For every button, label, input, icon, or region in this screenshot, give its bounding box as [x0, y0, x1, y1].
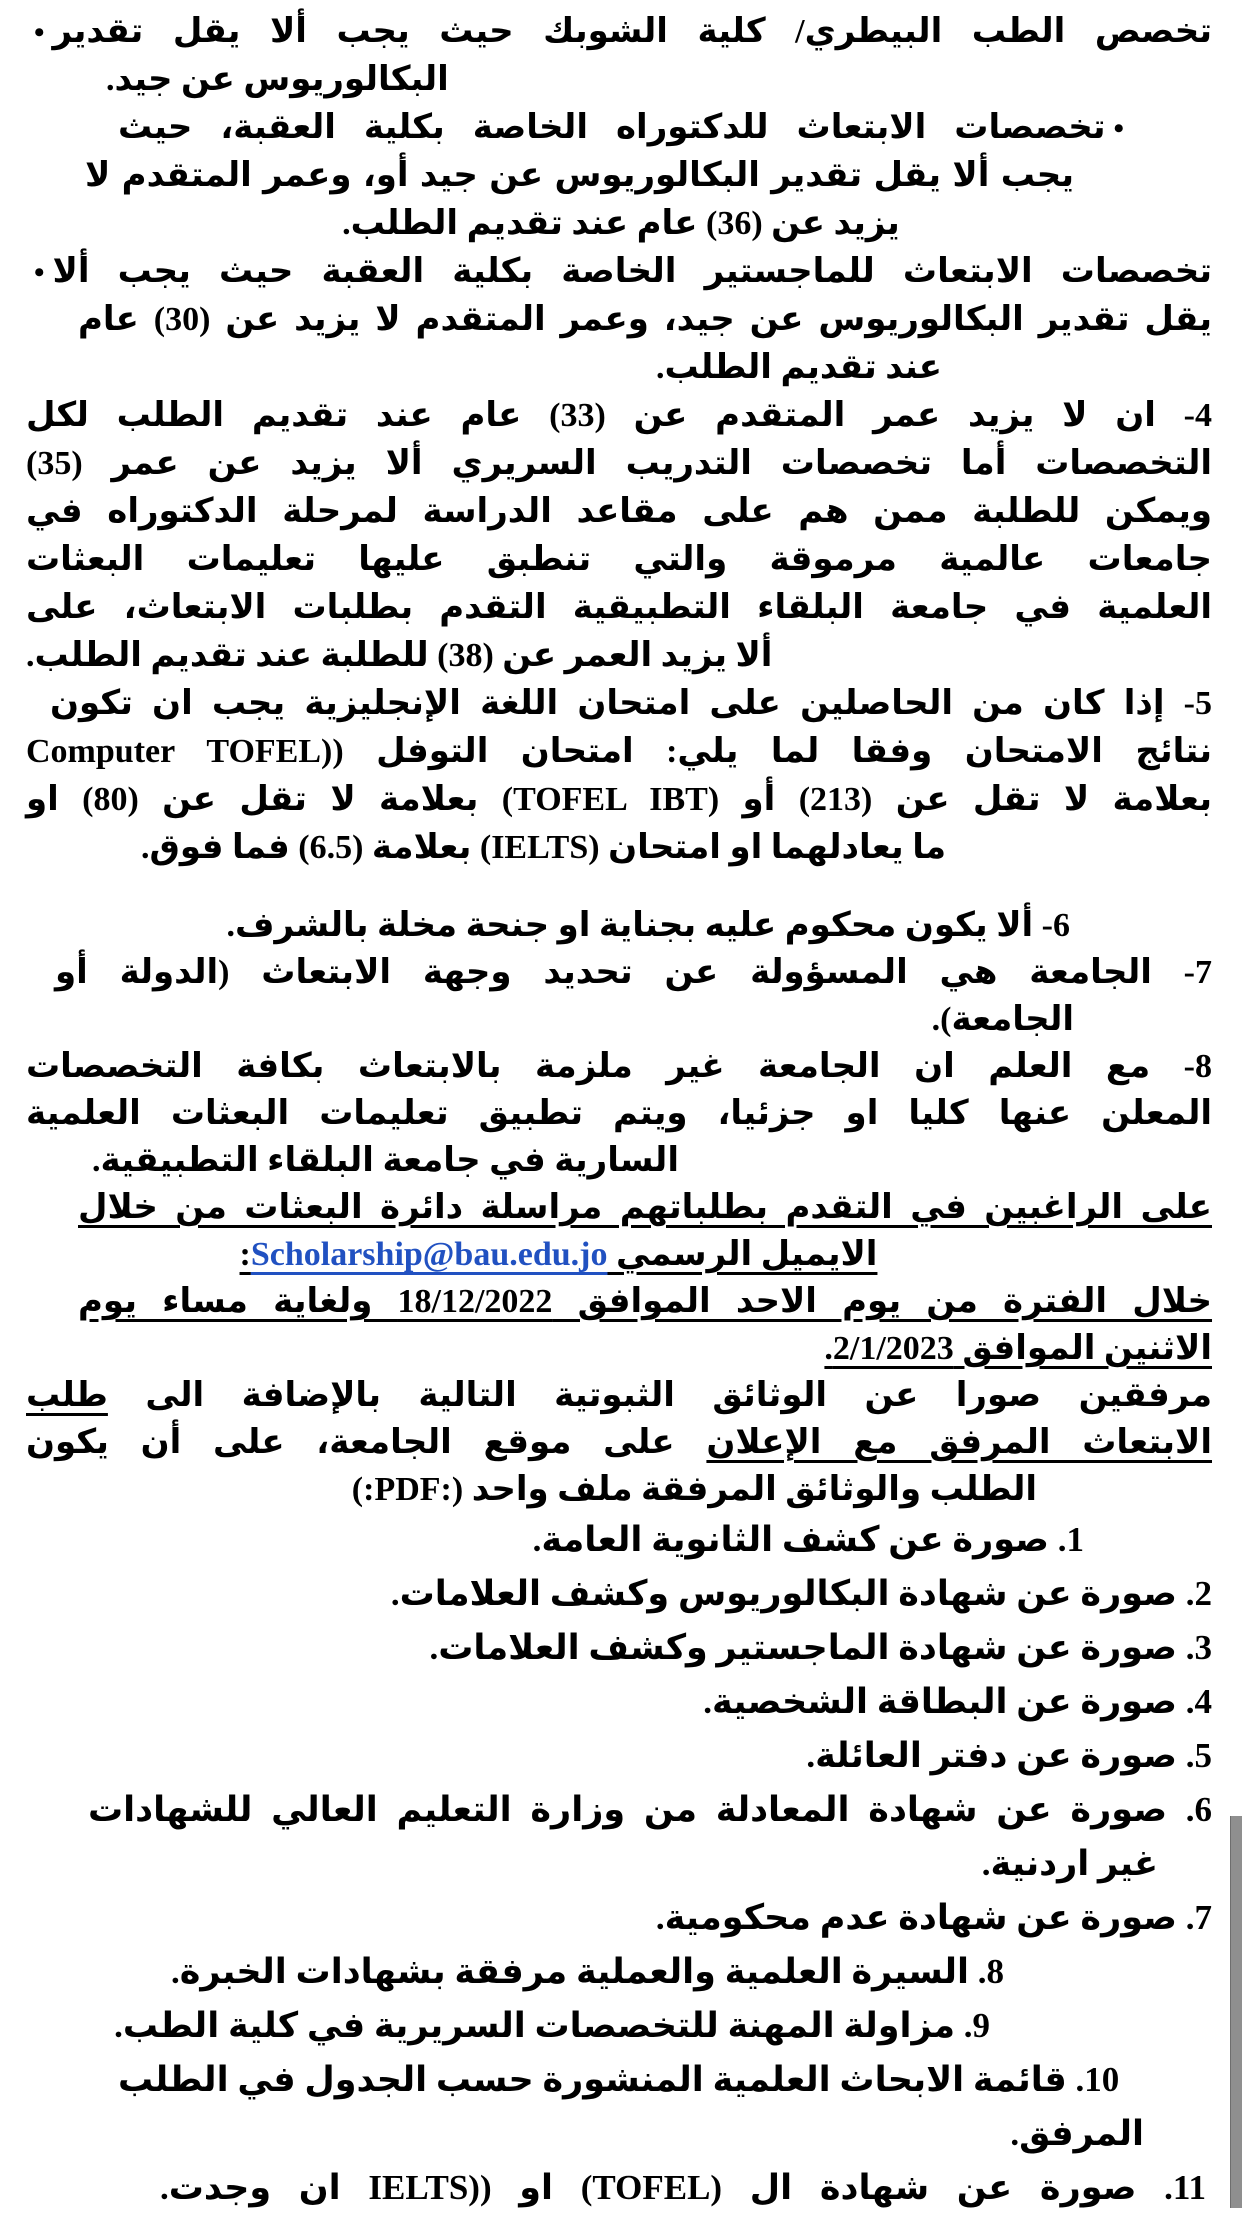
line-text: 8- مع العلم ان الجامعة غير ملزمة بالابتعاث بكافة التخصصات [26, 1048, 1212, 1085]
line-text: غير اردنية. [981, 1844, 1158, 1883]
line-text: 10. قائمة الابحاث العلمية المنشورة حسب الجدول في الطلب [118, 2060, 1120, 2099]
doc-item-10-research-2 [0, 2107, 1242, 2161]
line-text: المعلن عنها كليا او جزئيا، ويتم تطبيق تعليمات البعثات العلمية [26, 1095, 1212, 1132]
line-vet-specialty-1 [0, 8, 1242, 56]
line-item7-destination-2 [0, 996, 1242, 1043]
line-item4-age-6 [0, 632, 1242, 680]
line-text [26, 1419, 1212, 1466]
line-text: الجامعة). [931, 1001, 1074, 1038]
bullet-icon: • [1113, 112, 1124, 145]
line-text: 3. صورة عن شهادة الماجستير وكشف العلامات. [429, 1628, 1212, 1667]
line-text: 4. صورة عن البطاقة الشخصية. [703, 1682, 1212, 1721]
line-text: 5. صورة عن دفتر العائلة. [806, 1736, 1212, 1775]
line-text: الاثنين الموافق 2/1/2023. [824, 1330, 1212, 1367]
line-text-part: مرفقين صورا عن الوثائق الثبوتية التالية بالإضافة الى [107, 1377, 1212, 1414]
doc-item-7-no-conviction [0, 1891, 1242, 1945]
line-pdf-single-file [0, 1466, 1242, 1513]
line-text: العلمية في جامعة البلقاء التطبيقية التقدم بطلبات الابتعاث، على [26, 589, 1212, 626]
line-text: نتائج الامتحان وفقا لما يلي: امتحان التوفل ((Computer TOFEL [26, 733, 1213, 770]
doc-item-3-masters [0, 1621, 1242, 1675]
line-attachments-intro-1 [0, 1372, 1242, 1419]
doc-item-6-equivalency-1 [0, 1783, 1242, 1837]
line-text: 6. صورة عن شهادة المعادلة من وزارة التعليم العالي للشهادات [88, 1790, 1212, 1829]
doc-item-2-bachelor [0, 1567, 1242, 1621]
line-text: جامعات عالمية مرموقة والتي تنطبق عليها تعليمات البعثات [26, 541, 1212, 578]
line-item4-age-4 [0, 536, 1242, 584]
doc-item-8-cv [0, 1945, 1242, 1999]
line-vet-specialty-2 [0, 56, 1242, 104]
line-text-part: الايميل الرسمي [607, 1236, 878, 1273]
line-text-part: الابتعاث المرفق مع الإعلان [706, 1424, 1212, 1461]
line-item6-conduct [0, 902, 1242, 949]
bullet-icon: • [34, 256, 45, 289]
line-official-email [0, 1231, 1242, 1278]
doc-item-5-family-book [0, 1729, 1242, 1783]
line-phd-aqaba-3 [0, 200, 1242, 248]
line-text: المرفق. [1010, 2114, 1144, 2153]
line-item5-english-1 [0, 680, 1242, 728]
line-item5-english-3 [0, 776, 1242, 824]
line-text [0, 1231, 1117, 1278]
line-text: 2. صورة عن شهادة البكالوريوس وكشف العلامات. [390, 1574, 1212, 1613]
line-text: 4- ان لا يزيد عمر المتقدم عن (33) عام عند تقديم الطلب لكل [26, 397, 1212, 434]
line-text-part: على موقع الجامعة، على أن يكون [26, 1424, 707, 1461]
line-text: 5- إذا كان من الحاصلين على امتحان اللغة الإنجليزية يجب ان تكون [50, 685, 1212, 722]
line-text: يقل تقدير البكالوريوس عن جيد، وعمر المتقدم لا يزيد عن (30) عام [78, 301, 1212, 338]
document-body [0, 8, 1242, 2215]
line-item4-age-5 [0, 584, 1242, 632]
line-text: تخصصات الابتعاث للماجستير الخاصة بكلية العقبة حيث يجب ألا [52, 253, 1212, 290]
line-text: على الراغبين في التقدم بطلباتهم مراسلة دائرة البعثات من خلال [78, 1189, 1212, 1226]
line-masters-aqaba-3 [0, 344, 1242, 392]
doc-item-10-research-1 [0, 2053, 1242, 2107]
line-text: يجب ألا يقل تقدير البكالوريوس عن جيد أو، وعمر المتقدم لا [85, 157, 1074, 194]
line-text: 1. صورة عن كشف الثانوية العامة. [532, 1520, 1084, 1559]
line-text: 9. مزاولة المهنة للتخصصات السريرية في كلية الطب. [114, 2006, 990, 2045]
line-attachments-intro-2 [0, 1419, 1242, 1466]
line-text: 7- الجامعة هي المسؤولة عن تحديد وجهة الابتعاث (الدولة أو [55, 954, 1212, 991]
line-phd-aqaba-1 [0, 104, 1242, 152]
line-apply-instruction [0, 1184, 1242, 1231]
email-link[interactable]: Scholarship@bau.edu.jo [250, 1236, 608, 1273]
doc-item-9-license [0, 1999, 1242, 2053]
line-item8-disclaimer-2 [0, 1090, 1242, 1137]
line-text: ما يعادلهما او امتحان (IELTS) بعلامة (6.5) فما فوق. [140, 829, 947, 866]
line-text-part: طلب [26, 1377, 108, 1414]
line-masters-aqaba-2 [0, 296, 1242, 344]
line-text: السارية في جامعة البلقاء التطبيقية. [92, 1142, 679, 1179]
line-item5-english-4 [0, 824, 1242, 872]
line-item4-age-1 [0, 392, 1242, 440]
line-text: الطلب والوثائق المرفقة ملف واحد (:PDF:) [351, 1471, 1037, 1508]
line-text [26, 1372, 1212, 1419]
line-phd-aqaba-2 [0, 152, 1242, 200]
line-item8-disclaimer-3 [0, 1137, 1242, 1184]
line-period-dates-2 [0, 1325, 1242, 1372]
scrollbar-thumb[interactable] [1230, 1816, 1242, 2208]
doc-item-6-equivalency-2 [0, 1837, 1242, 1891]
doc-item-11-tofel-ielts [0, 2161, 1242, 2215]
line-masters-aqaba-1 [0, 248, 1242, 296]
line-text: 11. صورة عن شهادة ال (TOFEL) او ((IELTS ان وجدت. [160, 2168, 1206, 2207]
doc-item-4-id-card [0, 1675, 1242, 1729]
line-text-part: : [239, 1236, 251, 1273]
line-text: ألا يزيد العمر عن (38) للطلبة عند تقديم الطلب. [26, 637, 773, 674]
line-text: التخصصات أما تخصصات التدريب السريري ألا يزيد عن عمر (35) [26, 445, 1212, 482]
line-period-dates-1 [0, 1278, 1242, 1325]
line-text: خلال الفترة من يوم الاحد الموافق 18/12/2022 ولغاية مساء يوم [78, 1283, 1213, 1320]
line-text: 7. صورة عن شهادة عدم محكومية. [655, 1898, 1212, 1937]
line-text: 6- ألا يكون محكوم عليه بجناية او جنحة مخلة بالشرف. [226, 907, 1070, 944]
bullet-icon: • [34, 16, 45, 49]
line-text: تخصصات الابتعاث للدكتوراه الخاصة بكلية العقبة، حيث [118, 109, 1106, 146]
line-text: بعلامة لا تقل عن (213) أو (TOFEL IBT) بعلامة لا تقل عن (80) او [26, 781, 1212, 818]
line-item7-destination-1 [0, 949, 1242, 996]
line-item5-english-2 [0, 728, 1242, 776]
line-text: 8. السيرة العلمية والعملية مرفقة بشهادات الخبرة. [170, 1952, 1004, 1991]
line-item8-disclaimer-1 [0, 1043, 1242, 1090]
line-text: البكالوريوس عن جيد. [106, 61, 449, 98]
line-item4-age-2 [0, 440, 1242, 488]
line-item4-age-3 [0, 488, 1242, 536]
line-text: عند تقديم الطلب. [656, 349, 942, 386]
line-text: ويمكن للطلبة ممن هم على مقاعد الدراسة لمرحلة الدكتوراه في [26, 493, 1212, 530]
doc-item-1-tawjihi [0, 1513, 1242, 1567]
line-text: تخصص الطب البيطري/ كلية الشوبك حيث يجب ألا يقل تقدير [52, 13, 1212, 50]
line-text: يزيد عن (36) عام عند تقديم الطلب. [342, 205, 900, 242]
